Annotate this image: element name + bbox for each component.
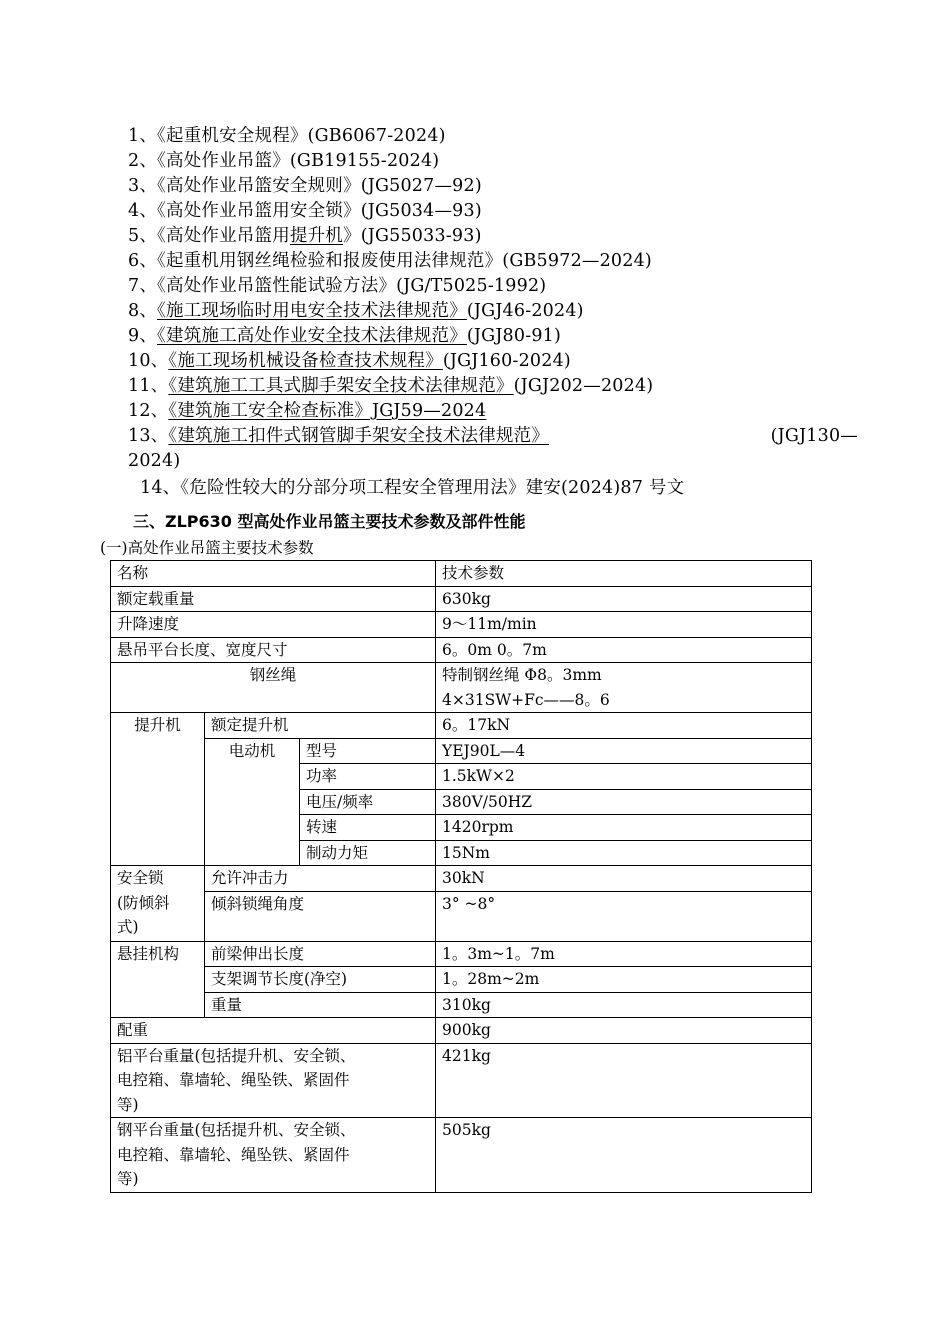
steel-platform-value: 505kg: [436, 1118, 812, 1193]
reference-link[interactable]: 提升机: [289, 226, 344, 246]
bracket-label: 支架调节长度(净空): [205, 967, 436, 993]
rpm-value: 1420rpm: [436, 815, 812, 841]
reference-item: [128, 324, 561, 348]
rated-load-label: 额定载重量: [111, 586, 436, 612]
power-label: 功率: [300, 764, 436, 790]
reference-item: [128, 149, 439, 173]
steel-platform-label-line1: 钢平台重量(包括提升机、安全锁、: [117, 1121, 356, 1139]
impact-label: 允许冲击力: [205, 866, 436, 892]
reference-continuation: [128, 449, 180, 473]
reference-item: [128, 374, 653, 398]
table-row: [111, 561, 812, 587]
beam-label: 前梁伸出长度: [205, 941, 436, 967]
reference-code: (JGJ80-91): [466, 326, 562, 346]
al-platform-label: [111, 1043, 436, 1118]
table-row: [111, 586, 812, 612]
table-row: [111, 612, 812, 638]
section-title: 三、ZLP630 型高处作业吊篮主要技术参数及部件性能: [133, 512, 526, 531]
table-row: [111, 1018, 812, 1044]
spec-table: [110, 560, 812, 1193]
reference-link[interactable]: 《建筑施工安全检查标准》JGJ59—2024: [168, 401, 487, 421]
platform-size-value: 6。0m 0。7m: [436, 637, 812, 663]
reference-text: 《高处作业吊篮》(GB19155-2024): [157, 151, 440, 171]
reference-text: 《高处作业吊篮用安全锁》(JG5034—93): [157, 201, 482, 221]
reference-item: [128, 249, 652, 273]
wire-rope-value: [436, 663, 812, 713]
reference-item: [128, 274, 546, 298]
reference-number: 2、: [128, 151, 158, 171]
table-row: [111, 967, 812, 993]
al-platform-label-line2: 电控箱、靠墙轮、绳坠铁、紧固件: [117, 1071, 350, 1089]
impact-value: 30kN: [436, 866, 812, 892]
reference-number: 7、: [128, 276, 158, 296]
reference-number: 4、: [128, 201, 158, 221]
reference-text: 《高处作业吊篮安全规则》(JG5027—92): [157, 176, 482, 196]
wire-rope-value-line2: 4×31SW+Fc——8。6: [442, 690, 610, 709]
torque-label: 制动力矩: [300, 840, 436, 866]
reference-code: (JGJ160-2024): [442, 351, 571, 371]
reference-number: 14、: [140, 478, 181, 498]
bracket-value: 1。28m~2m: [436, 967, 812, 993]
model-label: 型号: [300, 738, 436, 764]
reference-number: 10、: [128, 351, 169, 371]
reference-item: [128, 174, 482, 198]
safety-lock-label: [111, 866, 205, 942]
reference-code: (JGJ46-2024): [466, 301, 584, 321]
al-platform-value: 421kg: [436, 1043, 812, 1118]
reference-item: [128, 299, 584, 323]
reference-number: 8、: [128, 301, 158, 321]
safety-lock-label-line1: 安全锁: [117, 869, 164, 887]
reference-number: 1、: [128, 126, 158, 146]
rated-lift-value: 6。17kN: [436, 713, 812, 739]
reference-code-continued: 2024): [128, 451, 181, 471]
table-row: [111, 637, 812, 663]
reference-number: 6、: [128, 251, 158, 271]
model-value: YEJ90L—4: [436, 738, 812, 764]
safety-lock-label-line3: 式): [117, 918, 139, 936]
platform-size-label: 悬吊平台长度、宽度尺寸: [111, 637, 436, 663]
reference-item: [128, 199, 482, 223]
reference-item: [128, 224, 482, 248]
rated-lift-label: 额定提升机: [205, 713, 436, 739]
steel-platform-label: [111, 1118, 436, 1193]
reference-number: 11、: [128, 376, 169, 396]
reference-item: [128, 349, 571, 373]
hoist-label: 提升机: [111, 713, 205, 866]
angle-label: 倾斜锁绳角度: [205, 891, 436, 941]
reference-item: [128, 399, 486, 423]
speed-value: 9～11m/min: [436, 612, 812, 638]
table-row: [111, 866, 812, 892]
beam-value: 1。3m~1。7m: [436, 941, 812, 967]
rpm-label: 转速: [300, 815, 436, 841]
reference-text: 《起重机安全规程》(GB6067-2024): [157, 126, 446, 146]
wire-rope-value-line1: 特制钢丝绳 Φ8。3mm: [442, 666, 602, 684]
table-row: [111, 1043, 812, 1118]
reference-item: [128, 424, 858, 448]
table-row: [111, 713, 812, 739]
reference-link[interactable]: 《建筑施工扣件式钢管脚手架安全技术法律规范》: [168, 426, 550, 446]
reference-number: 3、: [128, 176, 158, 196]
reference-text: 《危险性较大的分部分项工程安全管理用法》建安(2024)87 号文: [180, 478, 685, 498]
table-row: [111, 1118, 812, 1193]
reference-item: [128, 124, 446, 148]
wire-rope-label: 钢丝绳: [111, 663, 436, 713]
steel-platform-label-line3: 等): [117, 1170, 139, 1188]
steel-platform-label-line2: 电控箱、靠墙轮、绳坠铁、紧固件: [117, 1145, 350, 1164]
suspension-label: 悬挂机构: [111, 941, 205, 1018]
counterweight-value: 900kg: [436, 1018, 812, 1044]
counterweight-label: 配重: [111, 1018, 436, 1044]
angle-value: 3° ~8°: [436, 891, 812, 941]
motor-label: 电动机: [205, 738, 300, 866]
reference-link[interactable]: 《施工现场临时用电安全技术法律规范》: [157, 301, 467, 321]
table-row: [111, 992, 812, 1018]
table-row: [111, 941, 812, 967]
reference-text: 《起重机用钢丝绳检验和报废使用法律规范》(GB5972—2024): [157, 251, 652, 271]
voltage-label: 电压/频率: [300, 789, 436, 815]
rated-load-value: 630kg: [436, 586, 812, 612]
reference-link[interactable]: 《建筑施工工具式脚手架安全技术法律规范》: [168, 376, 514, 396]
al-platform-label-line1: 铝平台重量(包括提升机、安全锁、: [117, 1046, 356, 1065]
reference-number: 5、: [128, 226, 158, 246]
power-value: 1.5kW×2: [436, 764, 812, 790]
reference-link[interactable]: 《施工现场机械设备检查技术规程》: [168, 351, 443, 371]
voltage-value: 380V/50HZ: [436, 789, 812, 815]
reference-text: 《高处作业吊篮用: [157, 226, 290, 246]
reference-code: 》(JG55033-93): [343, 226, 482, 246]
torque-value: 15Nm: [436, 840, 812, 866]
subsection-title: (一)高处作业吊篮主要技术参数: [100, 539, 314, 557]
reference-code: (JGJ202—2024): [513, 376, 654, 396]
reference-code: (JGJ130—: [770, 426, 858, 446]
speed-label: 升降速度: [111, 612, 436, 638]
reference-number: 9、: [128, 326, 158, 346]
table-row: [111, 663, 812, 713]
header-param-cell: 技术参数: [436, 561, 812, 587]
reference-number: 13、: [128, 426, 169, 446]
table-row: [111, 891, 812, 941]
header-name-cell: 名称: [111, 561, 436, 587]
table-row: [111, 738, 812, 764]
safety-lock-label-line2: (防倾斜: [117, 893, 170, 912]
reference-link[interactable]: 《建筑施工高处作业安全技术法律规范》: [157, 326, 467, 346]
suspension-weight-value: 310kg: [436, 992, 812, 1018]
reference-text: 《高处作业吊篮性能试验方法》(JG/T5025-1992): [157, 276, 547, 296]
suspension-weight-label: 重量: [205, 992, 436, 1018]
reference-item: [140, 476, 684, 500]
al-platform-label-line3: 等): [117, 1095, 139, 1114]
reference-number: 12、: [128, 401, 169, 421]
